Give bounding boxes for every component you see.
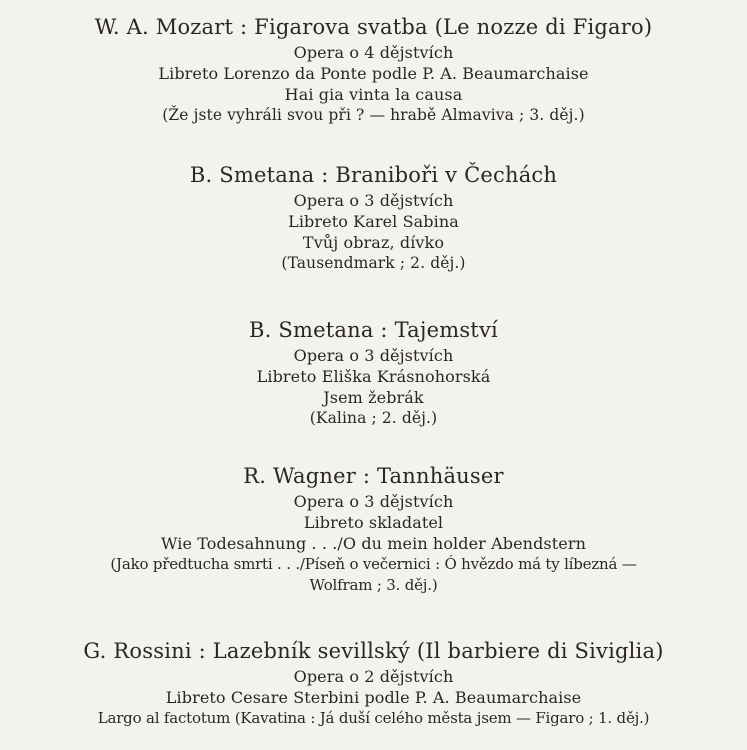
opera-entry-barbiere: [0, 636, 747, 729]
opera-acts: Opera o 3 dějstvích: [293, 191, 454, 210]
opera-entry-tajemstvi: [0, 315, 747, 429]
opera-title: G. Rossini : Lazebník sevillský (Il barbiere di Siviglia): [83, 639, 664, 663]
opera-title: B. Smetana : Tajemství: [249, 318, 498, 342]
aria-role: Wolfram ; 3. děj.): [309, 576, 438, 594]
aria-role: (Tausendmark ; 2. děj.): [281, 254, 466, 272]
aria-translation: (Jako předtucha smrti . . ./Píseň o večernici : Ó hvězdo má ty líbezná —: [110, 555, 637, 573]
opera-libretto: Libreto Cesare Sterbini podle P. A. Beaumarchaise: [165, 688, 582, 707]
aria-role: (Kalina ; 2. děj.): [309, 409, 438, 427]
opera-title: B. Smetana : Braniboři v Čechách: [189, 163, 558, 187]
aria-translation: (Že jste vyhráli svou při ? — hrabě Almaviva ; 3. děj.): [162, 106, 585, 124]
aria-title: Hai gia vinta la causa: [284, 85, 463, 104]
opera-libretto: Libreto Lorenzo da Ponte podle P. A. Beaumarchaise: [158, 64, 589, 83]
aria-title: Tvůj obraz, dívko: [302, 233, 445, 252]
opera-title: W. A. Mozart : Figarova svatba (Le nozze di Figaro): [94, 15, 653, 39]
opera-entry-branibori: [0, 160, 747, 274]
opera-libretto: Libreto Eliška Krásnohorská: [256, 367, 491, 386]
opera-acts: Opera o 2 dějstvích: [293, 667, 454, 686]
opera-libretto: Libreto skladatel: [303, 513, 444, 532]
opera-acts: Opera o 4 dějstvích: [293, 43, 454, 62]
aria-title: Largo al factotum (Kavatina : Já duší celého města jsem — Figaro ; 1. děj.): [97, 709, 650, 727]
opera-title: R. Wagner : Tannhäuser: [243, 464, 504, 488]
aria-title: Wie Todesahnung . . ./O du mein holder Abendstern: [161, 534, 586, 553]
opera-entry-tannhauser: [0, 461, 747, 596]
opera-libretto: Libreto Karel Sabina: [288, 212, 459, 231]
opera-acts: Opera o 3 dějstvích: [293, 346, 454, 365]
aria-title: Jsem žebrák: [323, 388, 424, 407]
opera-entry-figaro: [0, 12, 747, 126]
opera-acts: Opera o 3 dějstvích: [293, 492, 454, 511]
